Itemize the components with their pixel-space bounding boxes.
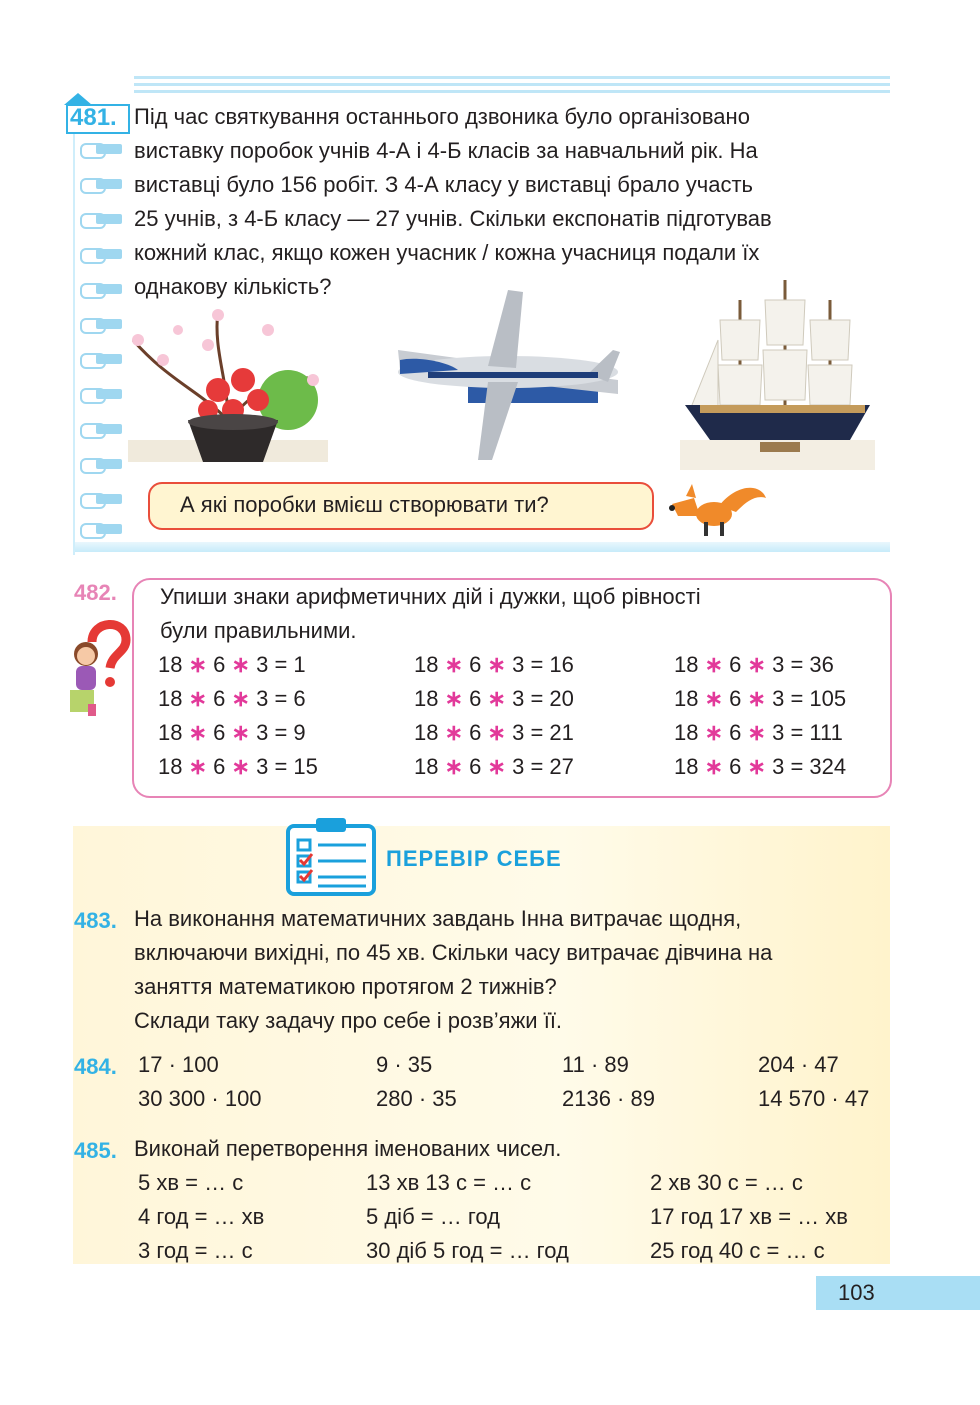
operand: 3 = 324 [772,754,847,779]
unknown-operator: ∗ [188,720,208,745]
equation [158,754,318,780]
operand: 18 [674,686,699,711]
expression: 280 · 35 [376,1086,457,1111]
expression: 11 · 89 [562,1052,629,1077]
unknown-operator: ∗ [188,754,208,779]
operand: 6 [469,720,482,745]
text-line: 25 учнів, з 4-Б класу — 27 учнів. Скільки експонатів підготував [134,206,772,231]
unknown-operator: ∗ [704,754,724,779]
operand: 3 = 9 [256,720,306,745]
operand: 18 [158,754,183,779]
text-line: кожний клас, якщо кожен учасник / кожна учасниця подали їх [134,240,760,265]
spiral-ring [80,140,120,158]
conversion: 4 год = … хв [138,1204,265,1229]
spiral-ring [80,350,120,368]
expression: 30 300 · 100 [138,1086,262,1111]
unknown-operator: ∗ [444,652,464,677]
operand: 18 [674,720,699,745]
expression: 9 · 35 [376,1052,433,1077]
operand: 6 [469,686,482,711]
notebook-header-lines [134,76,890,102]
operand: 6 [213,686,226,711]
unknown-operator: ∗ [231,754,250,779]
operand: 18 [414,652,439,677]
conversion: 3 год = … с [138,1238,253,1263]
equation [674,720,843,746]
airplane-model-icon [388,290,630,470]
unknown-operator: ∗ [231,720,250,745]
unknown-operator: ∗ [231,686,250,711]
equation [158,686,306,712]
equation [414,686,574,712]
conversion: 30 діб 5 год = … год [366,1238,569,1263]
task-482-number: 482. [74,580,117,605]
notebook-bottom-band [75,542,890,552]
cherry-blossom-vase-icon [118,300,338,470]
unknown-operator: ∗ [487,754,506,779]
unknown-operator: ∗ [704,686,724,711]
spiral-ring [80,210,120,228]
text-line: виставці було 156 робіт. З 4-А класу у виставці брало участь [134,172,754,197]
text-line: були правильними. [160,618,357,643]
unknown-operator: ∗ [747,720,766,745]
girl-question-mark-icon [64,612,134,720]
operand: 6 [729,754,742,779]
text-line: заняття математикою протягом 2 тижнів? [134,974,557,999]
spiral-ring [80,455,120,473]
spiral-ring [80,385,120,403]
conversion: 13 хв 13 с = … с [366,1170,532,1195]
operand: 6 [213,652,226,677]
clipboard-checklist-icon [286,816,376,896]
text-line: На виконання математичних завдань Інна витрачає щодня, [134,906,742,931]
unknown-operator: ∗ [444,754,464,779]
spiral-ring [80,175,120,193]
conversion: 17 год 17 хв = … хв [650,1204,848,1229]
equation [674,652,834,678]
operand: 3 = 16 [512,652,574,677]
text-line: включаючи вихідні, по 45 хв. Скільки часу витрачає дівчина на [134,940,773,965]
operand: 18 [674,754,699,779]
unknown-operator: ∗ [188,652,208,677]
unknown-operator: ∗ [188,686,208,711]
page-number-box [816,1276,980,1310]
unknown-operator: ∗ [444,720,464,745]
conversion: 2 хв 30 с = … с [650,1170,803,1195]
task-481-number: 481. [62,94,130,132]
unknown-operator: ∗ [747,754,766,779]
unknown-operator: ∗ [487,652,506,677]
operand: 18 [158,686,183,711]
conversion: 25 год 40 с = … с [650,1238,825,1263]
equation [158,652,306,678]
text-line: однакову кількість? [134,274,332,299]
check-yourself-title: ПЕРЕВІР СЕБЕ [386,846,562,871]
conversion: 5 діб = … год [366,1204,500,1229]
task-485-title: Виконай перетворення іменованих чисел. [134,1136,562,1161]
operand: 3 = 36 [772,652,834,677]
equation [414,754,574,780]
operand: 3 = 1 [256,652,306,677]
unknown-operator: ∗ [487,686,506,711]
operand: 18 [158,652,183,677]
expression: 204 · 47 [758,1052,839,1077]
equation [674,686,846,712]
spiral-ring [80,280,120,298]
operand: 6 [729,686,742,711]
spiral-ring [80,420,120,438]
operand: 3 = 20 [512,686,574,711]
equation [674,754,846,780]
spiral-ring [80,520,120,538]
text-line: виставку поробок учнів 4-А і 4-Б класів за навчальний рік. На [134,138,758,163]
task-485-number: 485. [74,1138,117,1163]
operand: 3 = 15 [256,754,318,779]
expression: 17 · 100 [138,1052,219,1077]
operand: 3 = 21 [512,720,574,745]
equation [414,720,574,746]
text-line: Під час святкування останнього дзвоника було організовано [134,104,750,129]
check-yourself-panel [73,826,890,1264]
operand: 3 = 111 [772,720,843,745]
operand: 6 [729,720,742,745]
page-number: 103 [838,1280,875,1305]
operand: 3 = 105 [772,686,847,711]
operand: 6 [213,720,226,745]
operand: 18 [414,754,439,779]
task-484-number: 484. [74,1054,117,1079]
expression: 2136 · 89 [562,1086,655,1111]
task-483-text [134,902,890,1038]
task-483-number: 483. [74,908,117,933]
task-482-text [160,580,860,648]
unknown-operator: ∗ [704,720,724,745]
operand: 18 [414,720,439,745]
equation [158,720,306,746]
speech-bubble [148,482,654,530]
operand: 18 [158,720,183,745]
unknown-operator: ∗ [747,652,766,677]
operand: 6 [469,754,482,779]
operand: 6 [213,754,226,779]
sailboat-model-icon [680,270,875,470]
speech-text: А які поробки вмієш створювати ти? [180,492,549,517]
text-line: Склади таку задачу про себе і розв’яжи її. [134,1008,563,1033]
unknown-operator: ∗ [231,652,250,677]
unknown-operator: ∗ [487,720,506,745]
unknown-operator: ∗ [444,686,464,711]
operand: 6 [729,652,742,677]
text-line: Упиши знаки арифметичних дій і дужки, щоб рівності [160,584,701,609]
operand: 6 [469,652,482,677]
operand: 18 [674,652,699,677]
operand: 3 = 27 [512,754,574,779]
operand: 3 = 6 [256,686,306,711]
conversion: 5 хв = … с [138,1170,244,1195]
equation [414,652,574,678]
operand: 18 [414,686,439,711]
expression: 14 570 · 47 [758,1086,870,1111]
fox-icon [664,476,768,540]
unknown-operator: ∗ [747,686,766,711]
spiral-ring [80,490,120,508]
spiral-ring [80,245,120,263]
unknown-operator: ∗ [704,652,724,677]
spiral-ring [80,315,120,333]
